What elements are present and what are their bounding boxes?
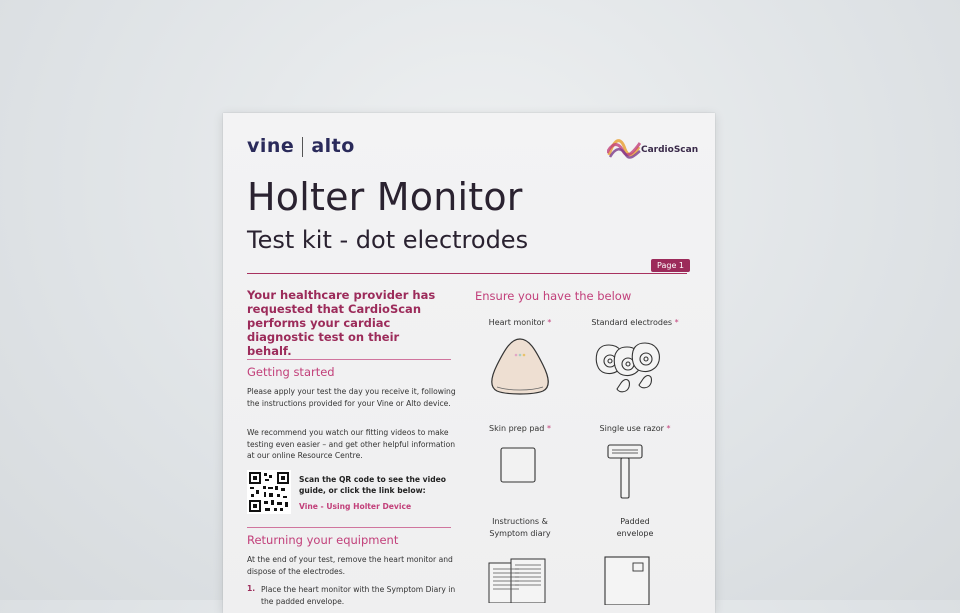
instructions-diary-icon	[485, 553, 551, 603]
document-sheet	[223, 113, 715, 613]
cardioscan-logo	[607, 133, 697, 167]
getting-started-paragraph-2: We recommend you watch our fitting videos to make testing even easier – and get other helpful information at our online Resource Centre.	[247, 428, 456, 460]
list-item-text: Place the heart monitor with the Symptom Diary in the padded envelope.	[261, 585, 456, 606]
item-label: Single use razor	[599, 424, 664, 433]
vine-logo-text: vine	[247, 135, 295, 157]
item-label: Skin prep pad	[489, 424, 545, 433]
vine-alto-logo	[247, 135, 355, 157]
padded-envelope-icon	[603, 555, 653, 605]
item-label: Instructions &	[492, 517, 548, 526]
getting-started-paragraph-1: Please apply your test the day you receive it, following the instructions provided for your Vine or Alto device.	[247, 387, 456, 408]
heart-monitor-icon	[485, 335, 555, 397]
header-divider	[247, 273, 687, 274]
checklist-item-skin-prep-pad	[465, 423, 575, 435]
checklist-item-heart-monitor	[465, 317, 575, 329]
cardioscan-logo-text: CardioScan	[641, 145, 699, 155]
required-star: *	[547, 318, 552, 327]
item-label: Padded	[620, 517, 650, 526]
checklist-heading: Ensure you have the below	[475, 289, 632, 303]
page-badge: Page 1	[651, 259, 690, 272]
checklist-item-razor	[580, 423, 690, 435]
returning-heading: Returning your equipment	[247, 533, 399, 547]
getting-started-heading: Getting started	[247, 365, 335, 379]
checklist-item-instructions	[465, 516, 575, 540]
required-star: *	[666, 424, 671, 433]
getting-started-divider	[247, 359, 451, 360]
logo-separator	[302, 137, 303, 157]
qr-instructions: Scan the QR code to see the video guide, or click the link below:	[299, 475, 447, 495]
document-title: Holter Monitor	[247, 175, 523, 219]
razor-icon	[606, 443, 646, 503]
checklist-item-electrodes	[580, 317, 690, 329]
alto-logo-text: alto	[311, 135, 355, 157]
cardioscan-wave-icon	[607, 133, 641, 163]
item-label: Standard electrodes	[591, 318, 673, 327]
document-subtitle: Test kit - dot electrodes	[247, 226, 529, 254]
qr-code[interactable]	[247, 470, 291, 514]
checklist-item-envelope	[580, 516, 690, 540]
returning-divider	[247, 527, 451, 528]
item-label: envelope	[616, 529, 654, 538]
item-label: Symptom diary	[489, 529, 551, 538]
skin-prep-pad-icon	[499, 446, 539, 486]
returning-paragraph: At the end of your test, remove the heart monitor and dispose of the electrodes.	[247, 555, 453, 576]
list-item-number: 1.	[247, 584, 256, 593]
required-star: *	[674, 318, 679, 327]
lead-paragraph: Your healthcare provider has requested that CardioScan performs your cardiac diagnostic test on their behalf.	[247, 288, 436, 358]
electrodes-icon	[593, 339, 673, 395]
required-star: *	[546, 424, 551, 433]
video-guide-link[interactable]: Vine - Using Holter Device	[299, 502, 412, 511]
item-label: Heart monitor	[488, 318, 545, 327]
